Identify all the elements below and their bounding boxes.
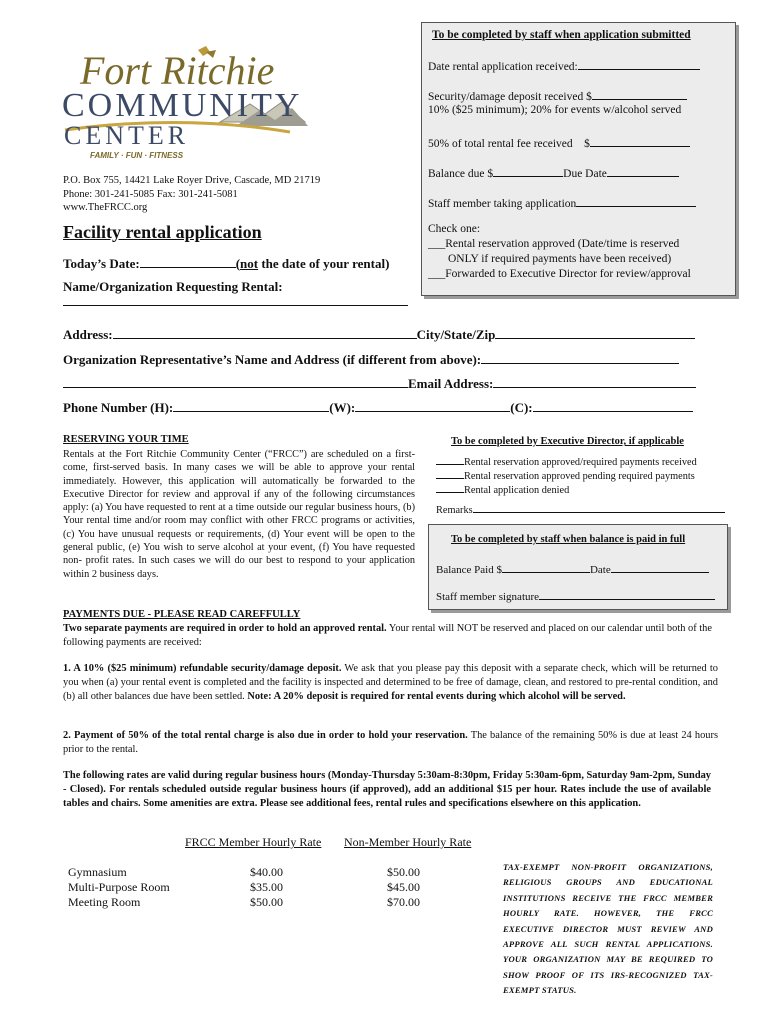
name-org-field[interactable] bbox=[63, 305, 408, 306]
option-forwarded-text: Forwarded to Executive Director for review/approval bbox=[445, 268, 691, 280]
half-fee-row bbox=[428, 134, 690, 150]
payments-intro-text: Your rental will NOT be reserved and placed on our calendar until both of the following payments are received: bbox=[63, 623, 712, 648]
email-row bbox=[63, 375, 696, 392]
form-title: Facility rental application bbox=[63, 222, 262, 242]
option-approved-text-2: ONLY if required payments have been received) bbox=[448, 253, 672, 265]
nonmember-rate-header: Non-Member Hourly Rate bbox=[344, 835, 472, 849]
director-option-pending[interactable] bbox=[436, 470, 725, 484]
director-box-title: To be completed by Executive Director, if applicable bbox=[451, 436, 684, 447]
deposit-note: 10% ($25 minimum); 20% for events w/alcohol served bbox=[428, 104, 682, 116]
option-forwarded-blank[interactable]: ___ bbox=[428, 268, 446, 280]
address-row bbox=[63, 326, 695, 343]
contact-phone: Phone: 301-241-5085 Fax: 301-241-5081 bbox=[63, 188, 238, 200]
director-option-approved[interactable] bbox=[436, 456, 725, 470]
frcc-logo bbox=[60, 44, 310, 162]
city-field[interactable] bbox=[495, 326, 695, 339]
option-approved[interactable] bbox=[428, 238, 679, 250]
balance-paid-field[interactable] bbox=[502, 560, 590, 573]
payment-two-text: The balance of the remaining 50% is due at least 24 hours prior to the rental. bbox=[63, 730, 718, 755]
director-option-approved-blank[interactable] bbox=[436, 456, 464, 465]
rep-address-field[interactable] bbox=[63, 375, 408, 388]
member-rate-header: FRCC Member Hourly Rate bbox=[185, 835, 322, 849]
rep-row bbox=[63, 351, 679, 368]
staff-signature-label: Staff member signature bbox=[436, 591, 540, 603]
payment-one bbox=[63, 662, 718, 704]
member-rate: $50.00 bbox=[250, 895, 283, 909]
reserving-body: Rentals at the Fort Ritchie Community Center (“FRCC”) are scheduled on a first-come, first-served basis. In many cases we will be able to approve your rental immediately. However, this application will automatically be forwarded to the Executive Director for review and approval if any of the following circumstances apply: (a) You have requested to rent at a time outside our regular business hours, (b) Your rental time and/or room may conflict with other FRCC programs or activities, (c) You have unusual requests or requirements, (d) Your event will be open to the general public, (e) You wish to serve alcohol at your event, (f) You have requested non- profit rates. In such cases we will do our best to respond to your application within 2 business days. bbox=[63, 449, 415, 580]
balance-date-label: Date bbox=[589, 564, 611, 576]
director-option-pending-blank[interactable] bbox=[436, 470, 464, 479]
phone-cell-label: (C): bbox=[510, 400, 533, 415]
name-org-label: Name/Organization Requesting Rental: bbox=[63, 279, 283, 294]
logo-center-text: CENTER bbox=[64, 121, 190, 150]
payments-intro-bold: Two separate payments are required in order to hold an approved rental. bbox=[63, 623, 387, 634]
deposit-row bbox=[428, 87, 687, 103]
phone-home-field[interactable] bbox=[173, 399, 329, 412]
nonmember-rate: $50.00 bbox=[387, 865, 420, 879]
balance-due-field[interactable] bbox=[493, 164, 563, 177]
director-option-denied-text: Rental application denied bbox=[464, 485, 570, 496]
balance-paid-row bbox=[436, 560, 709, 576]
payments-heading: PAYMENTS DUE - PLEASE READ CAREFFULLY bbox=[63, 609, 301, 620]
option-approved-blank[interactable]: ___ bbox=[428, 238, 446, 250]
not-date-word: not bbox=[240, 256, 259, 271]
address-field[interactable] bbox=[113, 326, 417, 339]
date-received-field[interactable] bbox=[578, 57, 700, 70]
remarks-field[interactable] bbox=[473, 500, 725, 513]
todays-date-row bbox=[63, 255, 389, 272]
due-date-label: Due Date bbox=[563, 168, 607, 180]
nonmember-rate: $45.00 bbox=[387, 880, 420, 894]
room-name: Multi-Purpose Room bbox=[68, 880, 170, 894]
option-forwarded[interactable] bbox=[428, 268, 691, 280]
payment-one-text: We ask that you please pay this deposit with a separate check, which will be returned to you when (a) your rental event is completed and the facility is inspected and determined to be free of damage, clean, and restored to pre-rental condition, and (b) all other balances due have been settled. bbox=[63, 663, 719, 702]
date-received-label: Date rental application received: bbox=[428, 61, 578, 73]
director-option-approved-text: Rental reservation approved/required payments received bbox=[464, 457, 697, 468]
reserving-heading: RESERVING YOUR TIME bbox=[63, 434, 189, 445]
phone-cell-field[interactable] bbox=[533, 399, 693, 412]
balance-due-label: Balance due $ bbox=[428, 168, 494, 180]
balance-date-field[interactable] bbox=[611, 560, 709, 573]
logo-script-text: Fort Ritchie bbox=[80, 48, 275, 93]
half-fee-field[interactable] bbox=[590, 134, 690, 147]
remarks-row bbox=[436, 500, 725, 518]
director-options bbox=[436, 456, 725, 518]
payment-one-note: Note: A 20% deposit is required for rental events during which alcohol will be served. bbox=[247, 691, 626, 702]
email-field[interactable] bbox=[493, 375, 696, 388]
half-fee-label: 50% of total rental fee received bbox=[428, 138, 573, 150]
not-date-note: the date of your rental) bbox=[258, 256, 390, 271]
deposit-field[interactable] bbox=[592, 87, 687, 100]
phone-work-label: (W): bbox=[329, 400, 356, 415]
payment-two-bold: 2. Payment of 50% of the total rental charge is also due in order to hold your reservation. bbox=[63, 730, 468, 741]
logo-community-text: COMMUNITY bbox=[62, 87, 303, 124]
rates-note: The following rates are valid during regular business hours (Monday-Thursday 5:30am-8:30pm, Friday 5:30am-6pm, Saturday 9am-2pm, Sunday - Closed). For rentals scheduled outside regular business hours (if approved), add an additional $15 per hour. Rates include the use of available tables and chairs. Some amenities are extra. Please see additional fees, rental rules and specifications elsewhere on this application. bbox=[63, 770, 711, 809]
payment-two bbox=[63, 729, 718, 757]
room-name: Gymnasium bbox=[68, 865, 127, 879]
payment-one-bold: 1. A 10% ($25 minimum) refundable security/damage deposit. bbox=[63, 663, 342, 674]
due-date-field[interactable] bbox=[607, 164, 679, 177]
staff-signature-field[interactable] bbox=[539, 587, 715, 600]
check-one-label: Check one: bbox=[428, 223, 481, 235]
tax-exempt-note: TAX-EXEMPT NON-PROFIT ORGANIZATIONS, RELIGIOUS GROUPS AND EDUCATIONAL INSTITUTIONS RECEIVE THE FRCC MEMBER HOURLY RATE. HOWEVER, THE FRCC EXECUTIVE DIRECTOR MUST REVIEW AND APPROVE ALL SUCH RENTAL APPLICATIONS. YOUR ORGANIZATION MAY BE REQUIRED TO SHOW PROOF OF ITS IRS-RECOGNIZED TAX-EXEMPT STATUS. bbox=[503, 862, 713, 996]
table-row-gymnasium bbox=[68, 865, 127, 880]
todays-date-label: Today’s Date: bbox=[63, 256, 140, 271]
member-rate: $35.00 bbox=[250, 880, 283, 894]
balance-box-title: To be completed by staff when balance is paid in full bbox=[451, 534, 686, 545]
date-received-row bbox=[428, 57, 700, 73]
balance-box bbox=[428, 524, 728, 610]
half-fee-currency: $ bbox=[584, 138, 590, 150]
logo-tagline: FAMILY · FUN · FITNESS bbox=[90, 151, 184, 160]
logo-graphic bbox=[60, 44, 310, 162]
city-label: City/State/Zip bbox=[416, 327, 496, 342]
balance-paid-label: Balance Paid $ bbox=[436, 564, 502, 576]
phone-row bbox=[63, 399, 693, 416]
phone-work-field[interactable] bbox=[355, 399, 510, 412]
table-row-multipurpose bbox=[68, 880, 170, 895]
staff-submission-box bbox=[421, 22, 736, 296]
balance-due-row bbox=[428, 164, 679, 180]
staff-member-field[interactable] bbox=[576, 194, 696, 207]
director-option-denied[interactable] bbox=[436, 484, 725, 498]
not-date-open: ( bbox=[235, 256, 241, 271]
payments-intro bbox=[63, 622, 718, 650]
staff-member-label: Staff member taking application bbox=[428, 198, 577, 210]
contact-block bbox=[63, 174, 320, 215]
contact-address: P.O. Box 755, 14421 Lake Royer Drive, Cascade, MD 21719 bbox=[63, 175, 321, 186]
phone-home-label: Phone Number (H): bbox=[63, 400, 174, 415]
nonmember-rate: $70.00 bbox=[387, 895, 420, 909]
director-option-pending-text: Rental reservation approved pending required payments bbox=[464, 471, 695, 482]
director-option-denied-blank[interactable] bbox=[436, 484, 464, 493]
rep-label: Organization Representative’s Name and Address (if different from above): bbox=[63, 352, 482, 367]
rep-field[interactable] bbox=[481, 351, 679, 364]
room-name: Meeting Room bbox=[68, 895, 141, 909]
option-approved-text: Rental reservation approved (Date/time is reserved bbox=[445, 238, 680, 250]
address-label: Address: bbox=[63, 327, 113, 342]
table-row-meeting bbox=[68, 895, 140, 910]
staff-signature-row bbox=[436, 587, 715, 603]
contact-website: www.TheFRCC.org bbox=[63, 202, 148, 213]
deposit-label: Security/damage deposit received $ bbox=[428, 91, 592, 103]
member-rate: $40.00 bbox=[250, 865, 283, 879]
staff-member-row bbox=[428, 194, 696, 210]
staff-box-title: To be completed by staff when application submitted bbox=[432, 29, 691, 41]
todays-date-field[interactable] bbox=[140, 255, 236, 268]
remarks-label: Remarks bbox=[436, 505, 473, 516]
email-label: Email Address: bbox=[408, 376, 494, 391]
